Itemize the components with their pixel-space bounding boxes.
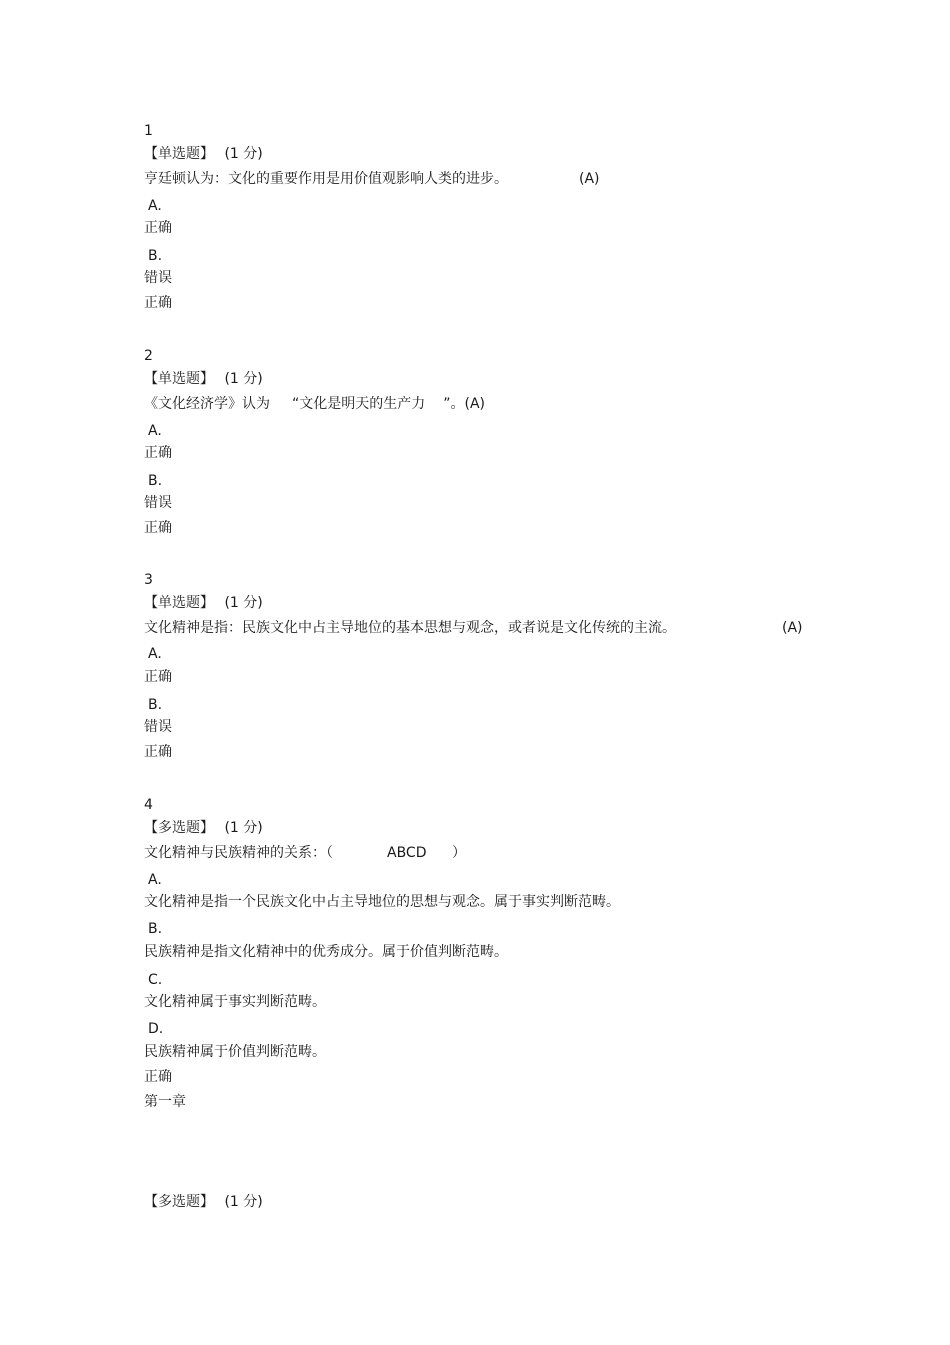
option-text: 文化精神属于事实判断范畴。 [144, 994, 326, 1010]
question-type [144, 821, 263, 835]
question-stem: 文化精神与民族精神的关系：（ [144, 845, 333, 861]
option-letter: B. [148, 697, 163, 713]
question-answer: (A) [782, 620, 803, 636]
question-score: (1 分) [224, 820, 263, 836]
question-number: 1 [144, 123, 153, 139]
option-letter: C. [148, 972, 163, 988]
stem-text: 《文化经济学》认为 [144, 396, 270, 412]
question-result: 正确 [144, 744, 172, 760]
question-number: 4 [144, 797, 153, 813]
option-letter: A. [148, 872, 162, 888]
question-number: 3 [144, 572, 153, 588]
question-result: 正确 [144, 520, 172, 536]
question-stem: 亨廷顿认为：文化的重要作用是用价值观影响人类的进步。 [144, 171, 508, 187]
option-letter: A. [148, 423, 162, 439]
question-type-label: 【单选题】 [144, 595, 214, 611]
question-stem: 文化精神是指：民族文化中占主导地位的基本思想与观念，或者说是文化传统的主流。 [144, 620, 676, 636]
option-letter: B. [148, 248, 163, 264]
question-result: 正确 [144, 295, 172, 311]
question-score: (1 分) [224, 371, 263, 387]
question-type-label: 【多选题】 [144, 1194, 214, 1210]
option-letter: B. [148, 921, 163, 937]
question-type [144, 1195, 263, 1209]
question-score: (1 分) [224, 595, 263, 611]
question-answer: ABCD [387, 845, 427, 861]
question-answer: (A) [579, 171, 600, 187]
stem-close-paren: ） [452, 845, 466, 861]
question-score: (1 分) [224, 146, 263, 162]
question-stem [144, 397, 485, 411]
option-letter: B. [148, 473, 163, 489]
option-text: 民族精神属于价值判断范畴。 [144, 1044, 326, 1060]
question-type [144, 147, 263, 161]
question-type [144, 372, 263, 386]
question-result: 正确 [144, 1069, 172, 1085]
option-text: 民族精神是指文化精神中的优秀成分。属于价值判断范畴。 [144, 944, 508, 960]
question-type-label: 【单选题】 [144, 146, 214, 162]
option-text: 错误 [144, 495, 172, 511]
stem-quote: “文化是明天的生产力 [292, 396, 426, 412]
question-score: (1 分) [224, 1194, 263, 1210]
option-letter: A. [148, 198, 162, 214]
question-type-label: 【单选题】 [144, 371, 214, 387]
option-text: 错误 [144, 270, 172, 286]
option-letter: D. [148, 1021, 164, 1037]
option-text: 错误 [144, 719, 172, 735]
question-type [144, 596, 263, 610]
question-type-label: 【多选题】 [144, 820, 214, 836]
option-text: 正确 [144, 669, 172, 685]
option-text: 文化精神是指一个民族文化中占主导地位的思想与观念。属于事实判断范畴。 [144, 894, 620, 910]
stem-tail: ”。(A) [443, 396, 486, 412]
option-text: 正确 [144, 445, 172, 461]
option-text: 正确 [144, 220, 172, 236]
chapter-label: 第一章 [144, 1094, 186, 1110]
option-letter: A. [148, 646, 162, 662]
question-number: 2 [144, 348, 153, 364]
